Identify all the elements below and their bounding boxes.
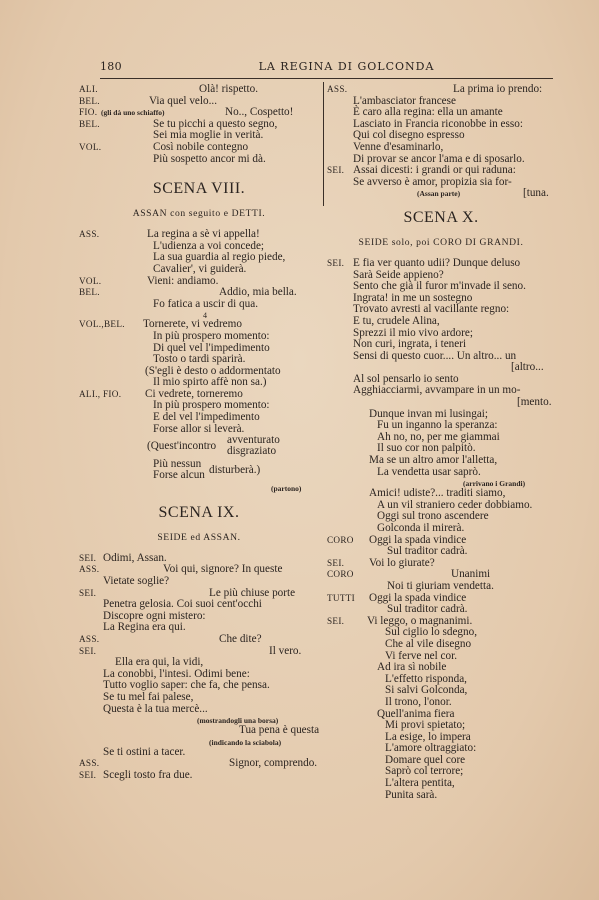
- verse-line: [327, 188, 555, 200]
- line-text: Assai dicesti: i grandi or qui raduna:: [353, 164, 516, 177]
- running-title: LA REGINA DI GOLCONDA: [258, 60, 435, 73]
- verse-line: [79, 154, 319, 166]
- scene-direction: SEIDE ed ASSAN.: [157, 531, 241, 543]
- verse-line: [79, 725, 319, 737]
- speaker: SEI.: [327, 557, 345, 568]
- verse-line: [79, 576, 319, 588]
- line-text: La sua guardia al regio piede,: [153, 251, 286, 264]
- line-text: Le più chiuse porte: [209, 586, 296, 599]
- speaker: SEI.: [79, 769, 97, 780]
- verse-line: [327, 177, 555, 189]
- line-text: In più prospero momento:: [153, 399, 270, 412]
- line-text: Se ti ostini a tacer.: [103, 745, 186, 758]
- line-text: Tua pena è questa: [239, 724, 320, 737]
- verse-line: [327, 339, 555, 351]
- line-text: Fo fatica a uscir di qua.: [153, 297, 259, 310]
- line-text: [altro...: [511, 361, 544, 374]
- line-text: Vi ferve nel cor.: [385, 649, 458, 662]
- verse-line: [327, 778, 555, 790]
- line-text: Il mio spirto affè non sa.): [153, 376, 267, 389]
- verse-line: [79, 229, 319, 241]
- verse-line: [327, 581, 555, 593]
- stage-direction: (Assan parte): [417, 189, 461, 199]
- line-text: L'amore oltraggiato:: [385, 742, 477, 755]
- speaker: SEI.: [79, 587, 97, 598]
- speaker: CORO: [327, 569, 354, 580]
- line-text: Se tu mel fai palese,: [103, 690, 194, 703]
- verse-line: [327, 397, 555, 409]
- column-divider: [323, 82, 324, 206]
- line-text: Sul ciglio lo sdegno,: [385, 626, 477, 639]
- verse-line: [79, 331, 319, 343]
- line-text: Sprezzi il mio vivo ardore;: [353, 326, 473, 339]
- line-text: La vendetta usar saprò.: [377, 465, 481, 478]
- verse-line: [79, 84, 319, 96]
- page-number: 180: [100, 60, 122, 73]
- verse-line: [327, 720, 555, 732]
- line-text: L'ambasciator francese: [353, 94, 456, 107]
- verse-line: [79, 435, 319, 459]
- line-text: Lasciato in Francia riconobbe in esso:: [353, 117, 523, 130]
- line-text: Signor, comprendo.: [229, 757, 318, 770]
- line-text: Via quel velo...: [149, 94, 217, 107]
- verse-line: [79, 483, 319, 495]
- line-text: disturberà.): [209, 464, 261, 477]
- verse-line: [79, 264, 319, 276]
- speaker: SEI.: [79, 552, 97, 563]
- line-text: Ad ira sì nobile: [377, 661, 447, 674]
- verse-line: [327, 662, 555, 674]
- line-text: Agghiacciarmi, avvampare in un mo-: [353, 384, 521, 397]
- line-text: Il suo cor non palpitò.: [377, 442, 476, 455]
- line-text: No.., Cospetto!: [225, 106, 294, 119]
- line-text: Sei mia moglie in verità.: [153, 129, 264, 142]
- line-text: Tosto o tardi sparirà.: [153, 353, 246, 366]
- verse-line: [327, 523, 555, 535]
- line-text: La conobbi, l'intesi. Odimi bene:: [103, 667, 250, 680]
- line-text: Voi lo giurate?: [369, 556, 435, 569]
- speaker: ASS.: [79, 229, 100, 240]
- stage-direction: (gli dà uno schiaffo): [101, 108, 165, 118]
- line-text: Qui col disegno espresso: [353, 129, 465, 142]
- verse-line: [327, 281, 555, 293]
- line-text: Sarà Seide appieno?: [353, 268, 444, 281]
- speaker: BEL.: [79, 95, 100, 106]
- verse-line: [79, 424, 319, 436]
- line-text: Oggi la spada vindice: [369, 591, 467, 604]
- line-text: Se avverso è amor, propizia sia for-: [353, 175, 512, 188]
- speaker: ALI., FIO.: [79, 388, 122, 399]
- line-text: Amici! udiste?... traditi siamo,: [369, 487, 506, 500]
- line-text: Ella era qui, la vidi,: [115, 656, 204, 669]
- verse-line: [327, 558, 555, 570]
- line-text: Vietate soglie?: [103, 575, 170, 588]
- line-text: Oggi la spada vindice: [369, 533, 467, 546]
- line-text: Tornerete, vi vedremo: [143, 318, 242, 331]
- speaker: ASS.: [327, 84, 348, 94]
- speaker: SEI.: [327, 257, 345, 268]
- line-text: Al sol pensarlo io sento: [353, 372, 459, 385]
- line-text: Tutto voglio saper: che fa, che pensa.: [103, 679, 270, 692]
- verse-line: [327, 639, 555, 651]
- verse-line: [79, 770, 319, 782]
- line-text: Fu un inganno la speranza:: [377, 419, 498, 432]
- verse-line: [79, 412, 319, 424]
- line-text: [tuna.: [523, 187, 549, 200]
- line-text: In più prospero momento:: [153, 329, 270, 342]
- verse-line: [79, 459, 319, 483]
- speaker: TUTTI: [327, 592, 356, 603]
- line-text: A un vil straniero ceder dobbiamo.: [377, 498, 533, 511]
- line-text: E tu, crudele Alina,: [353, 314, 440, 327]
- line-text: Saprò col terrore;: [385, 765, 464, 778]
- page-header: [100, 60, 553, 80]
- line-text: (Quest'incontro: [147, 440, 217, 453]
- stage-direction: (arrivano i Grandi): [463, 479, 526, 489]
- line-text: Odimi, Assan.: [103, 551, 167, 564]
- verse-line: [79, 287, 319, 299]
- line-text: Forse alcun: [153, 469, 205, 482]
- line-text: disgraziato: [227, 445, 277, 458]
- right-column: [327, 84, 555, 801]
- scene-direction: ASSAN con seguito e DETTI.: [132, 208, 266, 220]
- scene-direction: SEIDE solo, poi CORO DI GRANDI.: [358, 236, 524, 248]
- line-text: Vi leggo, o magnanimi.: [367, 614, 473, 627]
- verse-line: [327, 604, 555, 616]
- line-text: Venne d'esaminarlo,: [353, 140, 444, 153]
- line-text: La regina a sè vi appella!: [147, 228, 260, 241]
- verse-line: [327, 697, 555, 709]
- line-text: [mento.: [517, 396, 552, 409]
- speaker: BEL.: [79, 287, 100, 298]
- line-text: Scegli tosto fra due.: [103, 768, 193, 781]
- line-text: Quell'anima fiera: [377, 707, 455, 720]
- line-text: Ma se un altro amor l'alletta,: [369, 454, 498, 467]
- scene-heading: SCENA IX.: [158, 503, 240, 521]
- line-text: Così nobile contegno: [153, 140, 249, 153]
- verse-line: [79, 299, 319, 311]
- line-text: Vieni: andiamo.: [147, 274, 219, 287]
- speaker: CORO: [327, 534, 354, 545]
- line-text: Cavalier', vi guiderà.: [153, 262, 247, 275]
- line-text: Sul traditor cadrà.: [387, 545, 468, 558]
- verse-line: [79, 142, 319, 154]
- line-text: Che al vile disegno: [385, 637, 472, 650]
- line-text: Voi qui, signore? In queste: [163, 563, 283, 576]
- line-text: Domare quel core: [385, 753, 466, 766]
- verse-line: [79, 634, 319, 646]
- line-text: Questa è la tua mercè...: [103, 702, 208, 715]
- speaker: ASS.: [79, 758, 100, 769]
- verse-line: [327, 467, 555, 479]
- verse-line: [79, 354, 319, 366]
- verse-line: [327, 84, 555, 96]
- line-text: Sul traditor cadrà.: [387, 603, 468, 616]
- verse-line: [327, 316, 555, 328]
- line-text: Olà! rispetto.: [199, 83, 259, 95]
- line-text: (S'egli è desto o addormentato: [145, 364, 281, 377]
- speaker: VOL.,BEL.: [79, 319, 125, 330]
- line-text: Mi provi spietato;: [385, 719, 466, 732]
- line-text: Oggi sul trono ascendere: [377, 510, 489, 523]
- verse-line: [327, 258, 555, 270]
- line-text: Più sospetto ancor mi dà.: [153, 152, 266, 165]
- line-text: Il vero.: [269, 644, 302, 657]
- line-text: Se tu picchi a questo segno,: [153, 117, 278, 130]
- speaker: SEI.: [327, 615, 345, 626]
- stage-direction: (partono): [271, 484, 302, 494]
- verse-line: [327, 546, 555, 558]
- speaker: VOL.: [79, 275, 102, 286]
- line-text: Sento che già il furor m'invade il seno.: [353, 280, 526, 293]
- line-text: Discopre ogni mistero:: [103, 609, 206, 622]
- line-text: Forse allor si leverà.: [153, 422, 245, 435]
- line-text: La Regina era qui.: [103, 621, 186, 634]
- line-text: La prima io prendo:: [453, 83, 543, 95]
- line-text: Ah no, no, per me giammai: [377, 430, 500, 443]
- speaker: ASS.: [79, 634, 100, 644]
- line-text: Trovato avresti al vacillante regno:: [353, 303, 510, 316]
- line-text: E fia ver quanto udii? Dunque deluso: [353, 256, 521, 269]
- scene-heading: SCENA X.: [403, 208, 479, 226]
- line-text: Unanimi: [451, 568, 491, 581]
- verse-line: [327, 165, 555, 177]
- line-text: Punita sarà.: [385, 788, 438, 801]
- line-text: Che dite?: [219, 633, 262, 645]
- scene-heading: SCENA VIII.: [152, 180, 246, 198]
- verse-line: [327, 142, 555, 154]
- line-text: Più nessun: [153, 458, 202, 471]
- line-text: Il trono, l'onor.: [385, 695, 452, 708]
- line-text: Sensi di questo cuor.... Un altro... un: [353, 349, 517, 362]
- line-text: È caro alla regina: ella un amante: [353, 106, 503, 119]
- line-text: Addio, mia bella.: [219, 286, 297, 299]
- line-text: Di provar se ancor l'ama e di sposarlo.: [353, 152, 525, 165]
- stage-direction: (mostrandogli una borsa): [197, 716, 279, 726]
- line-text: E del vel l'impedimento: [153, 411, 260, 424]
- line-text: avventurato: [227, 434, 280, 447]
- stage-direction: (indicando la sciabola): [209, 737, 282, 747]
- header-rule: [100, 78, 553, 79]
- line-text: Di quel vel l'impedimento: [153, 341, 270, 354]
- speaker: ALI.: [79, 84, 98, 94]
- signature-mark: 4: [203, 311, 207, 321]
- line-text: Ci vedrete, torneremo: [145, 387, 243, 400]
- line-text: L'altera pentita,: [385, 777, 455, 790]
- line-text: Penetra gelosia. Coi suoi cent'occhi: [103, 598, 262, 611]
- line-text: Dunque invan mi lusingai;: [369, 407, 489, 420]
- verse-line: [79, 704, 319, 716]
- line-text: Non curi, ingrata, i teneri: [353, 338, 467, 351]
- speaker: FIO.: [79, 107, 98, 118]
- verse-line: [79, 692, 319, 704]
- verse-line: [327, 455, 555, 467]
- speaker: SEI.: [327, 165, 345, 176]
- speaker: BEL.: [79, 118, 100, 129]
- speaker: ASS.: [79, 564, 100, 575]
- line-text: Noi ti giuriam vendetta.: [387, 579, 494, 592]
- line-text: Golconda il mirerà.: [377, 522, 465, 534]
- left-column: [79, 84, 319, 782]
- verse-line: [79, 622, 319, 634]
- line-text: L'udienza a voi concede;: [153, 239, 265, 252]
- line-text: Si salvi Golconda,: [385, 684, 468, 697]
- line-text: La esige, lo impera: [385, 730, 471, 743]
- line-text: Ingrata! in me un sostegno: [353, 291, 473, 304]
- speaker: VOL.: [79, 141, 102, 152]
- line-text: L'effetto risponda,: [385, 672, 467, 685]
- verse-line: [327, 790, 555, 802]
- speaker: SEI.: [79, 645, 97, 656]
